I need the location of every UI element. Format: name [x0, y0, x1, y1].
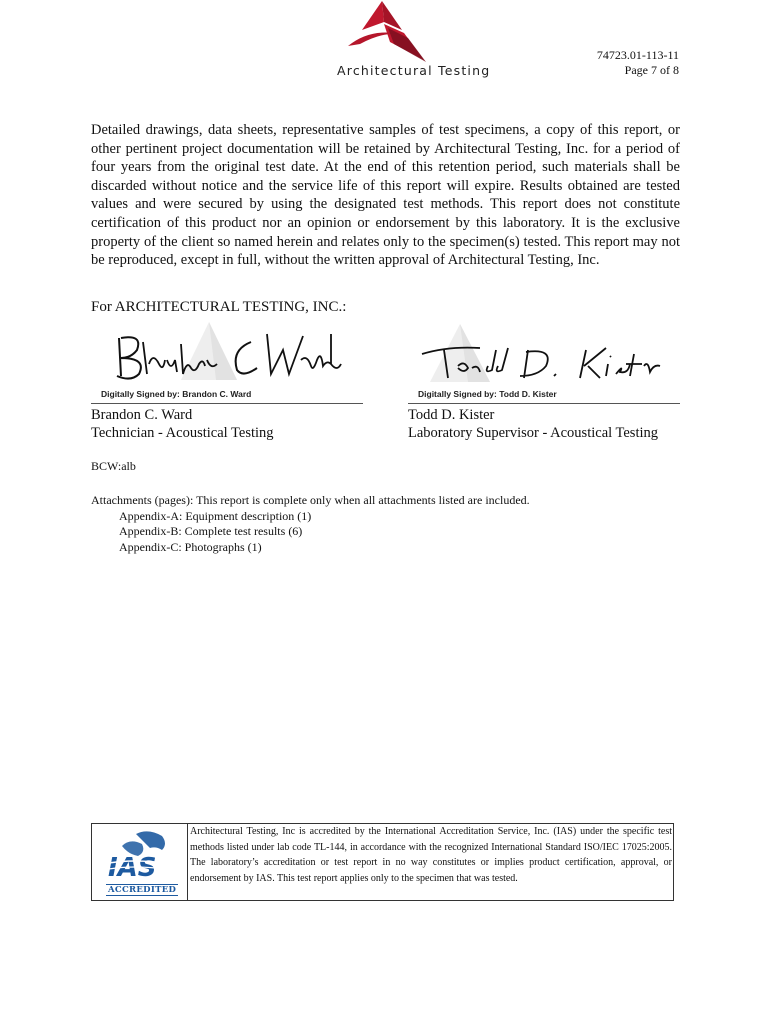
- signature-line: [91, 403, 363, 404]
- appendix-item: Appendix-B: Complete test results (6): [119, 524, 303, 538]
- digital-signature-label: Digitally Signed by: Todd D. Kister: [418, 389, 557, 399]
- page-indicator: Page 7 of 8: [624, 63, 679, 77]
- signer-title: Technician - Acoustical Testing: [91, 425, 274, 441]
- accredited-badge: ACCREDITED: [108, 885, 177, 895]
- document-number-block: [597, 48, 679, 78]
- signer-title: Laboratory Supervisor - Acoustical Testing: [408, 425, 658, 441]
- ias-logo-panel: [92, 824, 188, 900]
- attachments-section: [91, 493, 530, 555]
- signer-right: [408, 406, 658, 442]
- attachments-intro: Attachments (pages): This report is complete only when all attachments listed are included.: [91, 493, 530, 507]
- typist-initials: BCW:alb: [91, 459, 136, 473]
- for-company-line: For ARCHITECTURAL TESTING, INC.:: [91, 299, 347, 315]
- digital-signature-label: Digitally Signed by: Brandon C. Ward: [101, 389, 252, 399]
- appendix-item: Appendix-C: Photographs (1): [119, 539, 262, 554]
- signer-name: Todd D. Kister: [408, 407, 495, 423]
- svg-text:IAS: IAS: [108, 853, 157, 883]
- report-number: 74723.01-113-11: [596, 48, 679, 62]
- signer-name: Brandon C. Ward: [91, 407, 193, 423]
- signature-right: [408, 320, 680, 410]
- signature-line: [408, 403, 680, 404]
- signature-left: [91, 320, 363, 410]
- accreditation-box: [91, 823, 674, 901]
- ias-accredited-logo-icon: [92, 824, 187, 884]
- appendix-item: Appendix-A: Equipment description (1): [119, 508, 312, 523]
- retention-paragraph: Detailed drawings, data sheets, representative samples of test specimens, a copy of this report, or other pertinent project documentation will be retained by Architectural Testing, Inc. for a period of four years from the original test date. At the end of this retention period, such materials shall be discarded without notice and the service life of this report will expire. Results obtained are tested values and were secured by using the designated test methods. This report does not constitute certification of this product nor an opinion or endorsement by this laboratory. It is the exclusive property of the client so named herein and relates only to the specimen(s) tested. This report may not be reproduced, except in full, without the written approval of Architectural Testing, Inc.: [91, 122, 680, 269]
- signer-left: [91, 406, 274, 442]
- accreditation-statement: Architectural Testing, Inc is accredited by the International Accreditation Service, Inc. (IAS) under the specific test methods listed under lab code TL-144, in accordance with the recognized International Standard ISO/IEC 17025:2005. The laboratory’s accreditation or test report in no way constitutes or implies product certification, approval, or endorsement by IAS. This test report applies only to the specimen that was tested.: [190, 826, 672, 884]
- brand-name: Architectural Testing: [337, 63, 491, 78]
